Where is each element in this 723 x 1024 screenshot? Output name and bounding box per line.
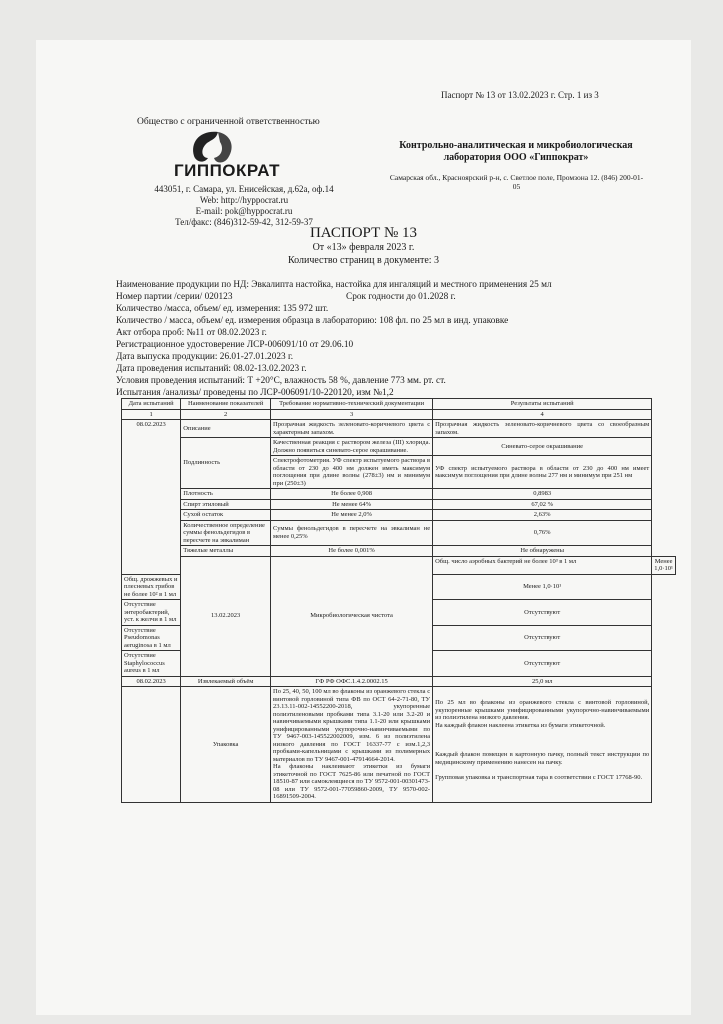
passport-pages: Количество страниц в документе: 3: [287, 255, 440, 266]
pack-res-text: Каждый флакон помещен в картонную пачку, полный текст инструкции по медицинскому применению нанесен на пачку.: [435, 751, 650, 766]
test-date: [122, 687, 181, 803]
lab-title: Контрольно-аналитическая и микробиологическая лаборатория ООО «Гиппократ»: [399, 140, 633, 163]
param-req: Спектрофотометрия. УФ спектр испытуемого раствора в области от 230 до 400 нм должен иметь максимум поглощения при длине волны (278±3) нм и минимум при (250±3): [271, 456, 433, 489]
param-req: ГФ РФ ОФС.1.4.2.0002.15: [271, 676, 433, 687]
param-req: Суммы фенольдегидов в пересчете на эвкалиман не менее 0,25%: [271, 520, 433, 546]
param-req: Отсутствие энтеробактерий, уст. к желчи в 1 мл: [122, 600, 181, 626]
info-sample: Количество / масса, объем/ ед. измерения образца в лабораторию: 108 фл. по 25 мл в инд. упаковке: [116, 316, 509, 326]
param-name: Упаковка: [181, 687, 271, 803]
param-res: Менее 1,0·10¹: [652, 556, 676, 574]
lab-address: Самарская обл., Красноярский р-н, с. Светлое поле, Промзона 12. (846) 200-01-05: [389, 173, 644, 191]
param-name: Извлекаемый объём: [181, 676, 271, 687]
test-date: 08.02.2023: [122, 420, 181, 575]
company-type: Общество с ограниченной ответственностью: [137, 117, 320, 127]
company-name: ГИППОКРАТ: [174, 161, 281, 180]
param-name: Описание: [181, 420, 271, 438]
table-row: [122, 687, 676, 803]
param-res: УФ спектр испытуемого раствора в области от 230 до 400 нм имеет максимум поглощения при длине волны 277 нм и минимум при 251 нм: [433, 456, 652, 489]
param-req: Общ. дрожжевых и плесневых грибов не более 10² в 1 мл: [122, 574, 181, 600]
info-reg: Регистрационное удостоверение ЛСР-006091/10 от 29.06.10: [116, 340, 354, 350]
info-product: Наименование продукции по НД: Эвкалипта настойка, настойка для ингаляций и местного применения 25 мл: [116, 280, 552, 290]
param-res: 67,02 %: [433, 499, 652, 510]
param-res: Отсутствуют: [433, 651, 652, 677]
param-req: Качественная реакция с раствором железа (III) хлорида. Должно появиться синевато-серое окрашивание.: [271, 438, 433, 456]
header-date: Дата испытаний: [122, 399, 181, 410]
param-res: 0,76%: [433, 520, 652, 546]
param-res: Не обнаружены: [433, 546, 652, 557]
param-res: Отсутствуют: [433, 625, 652, 651]
param-req: Не менее 2,0%: [271, 510, 433, 521]
param-res: 0,8983: [433, 489, 652, 500]
page-number: Паспорт № 13 от 13.02.2023 г. Стр. 1 из 3: [441, 90, 599, 100]
param-res: 2,63%: [433, 510, 652, 521]
header-requirement: Требование нормативно-технический документации: [271, 399, 433, 410]
info-test-dates: Дата проведения испытаний: 08.02-13.02.2023 г.: [116, 364, 307, 374]
pack-res-text: На каждый флакон наклеена этикетка из бумаги этикеточной.: [435, 721, 606, 729]
header-name: Наименование показателей: [181, 399, 271, 410]
info-conditions: Условия проведения испытаний: Т +20°С, влажность 58 %, давление 773 мм. рт. ст.: [116, 376, 446, 386]
table-row: [122, 546, 676, 557]
info-nd: Испытания /анализы/ проведены по ЛСР-006091/10-220120, изм №1,2: [116, 388, 394, 398]
param-req: Отсутствие Pseudomonas aeruginosa в 1 мл: [122, 625, 181, 651]
table-row: [122, 438, 676, 456]
test-date: 13.02.2023: [181, 556, 271, 676]
col-num: 1: [122, 409, 181, 420]
param-name: Сухой остаток: [181, 510, 271, 521]
table-number-row: [122, 409, 676, 420]
param-req: Не более 0,908: [271, 489, 433, 500]
info-quantity: Количество /масса, объем/ ед. измерения: 135 972 шт.: [116, 304, 329, 314]
param-res: Прозрачная жидкость зеленовато-коричневого цвета со своеобразным запахом.: [433, 420, 652, 438]
table-row: [122, 489, 676, 500]
param-req: Не более 0,001%: [271, 546, 433, 557]
header-result: Результаты испытаний: [433, 399, 652, 410]
param-req: [271, 687, 433, 803]
info-batch: Номер партии /серии/ 020123: [116, 292, 233, 302]
col-num: 2: [181, 409, 271, 420]
info-act: Акт отбора проб: №11 от 08.02.2023 г.: [116, 328, 267, 338]
param-req: Общ. число аэробных бактерий не более 10³ в 1 мл: [433, 556, 652, 574]
table-row: [122, 676, 676, 687]
table-row: [122, 420, 676, 438]
param-res: 25,0 мл: [433, 676, 652, 687]
param-name: Спирт этиловый: [181, 499, 271, 510]
param-name: Плотность: [181, 489, 271, 500]
param-name: Микробиологическая чистота: [271, 556, 433, 676]
company-contacts: [144, 184, 344, 228]
company-email[interactable]: E-mail: pok@hyppocrat.ru: [195, 206, 293, 216]
col-num: 4: [433, 409, 652, 420]
param-req: Прозрачная жидкость зеленовато-коричневого цвета с характерным запахом.: [271, 420, 433, 438]
param-res: Синевато-серое окрашивание: [433, 438, 652, 456]
passport-title: ПАСПОРТ № 13: [309, 225, 418, 241]
table-header-row: [122, 399, 676, 410]
table-row: [122, 499, 676, 510]
param-req: Отсутствие Staphylococcus aureus в 1 мл: [122, 651, 181, 677]
pack-req-text: На флаконы наклеивают этикетки из бумаги этикеточной по ГОСТ 7625-86 или печатной по ГОСТ 18510-87 или самоклеящиеся по ТУ 9572-001-00301473-08 или ТУ 9572-001-77059860-2009, ТУ 9570-002-16891509-2004.: [273, 763, 431, 800]
company-phone: Тел/факс: (846)312-59-42, 312-59-37: [175, 217, 313, 227]
company-web[interactable]: Web: http://hyppocrat.ru: [199, 195, 289, 205]
company-address: 443051, г. Самара, ул. Енисейская, д.62а, оф.14: [154, 184, 334, 194]
param-res: Менее 1,0·10¹: [433, 574, 652, 600]
pack-res-text: Групповая упаковка и транспортная тара в соответствии с ГОСТ 17768-90.: [435, 774, 643, 781]
param-res: [433, 687, 652, 803]
info-expiry: Срок годности до 01.2028 г.: [346, 292, 456, 302]
param-name: Тяжелые металлы: [181, 546, 271, 557]
param-res: Отсутствуют: [433, 600, 652, 626]
results-table: [121, 398, 676, 803]
pack-req-text: По 25, 40, 50, 100 мл во флаконы из оранжевого стекла с винтовой горловиной типа ФВ по ОСТ 64-2-71-80, ТУ 23.13.11-002-14552200-2018, укупоренные полиэтиленовыми пробками типа 3.1-20 или 3.2-20 и навинчиваемыми крышками типа 1.1-20 или крышками унифицированными укупорочно-навинчиваемыми по ТУ 9467-003-145522002009, изм. 6 из полиэтилена низкого давления по ГОСТ 16337-77 с изм.1,2,3 пробками-капельницами с крышками из полимерных материалов по ТУ 9467-001-47914664-2014.: [273, 688, 431, 763]
table-row: [122, 520, 676, 546]
test-date: 08.02.2023: [122, 676, 181, 687]
document-sheet: [36, 40, 691, 1015]
param-name: Подлинность: [181, 438, 271, 489]
param-name: Количественное определение суммы фенольдегидов в пересчете на эвкалиман: [181, 520, 271, 546]
info-release: Дата выпуска продукции: 26.01-27.01.2023 г.: [116, 352, 294, 362]
passport-date: От «13» февраля 2023 г.: [312, 242, 415, 253]
col-num: 3: [271, 409, 433, 420]
param-req: Не менее 64%: [271, 499, 433, 510]
table-row: [122, 556, 676, 574]
pack-res-text: По 25 мл во флаконы из оранжевого стекла с винтовой горловиной, укупоренные крышками унифицированными укупорочно-навинчиваемыми из полиэтилена низкого давления.: [435, 699, 650, 721]
table-row: [122, 510, 676, 521]
